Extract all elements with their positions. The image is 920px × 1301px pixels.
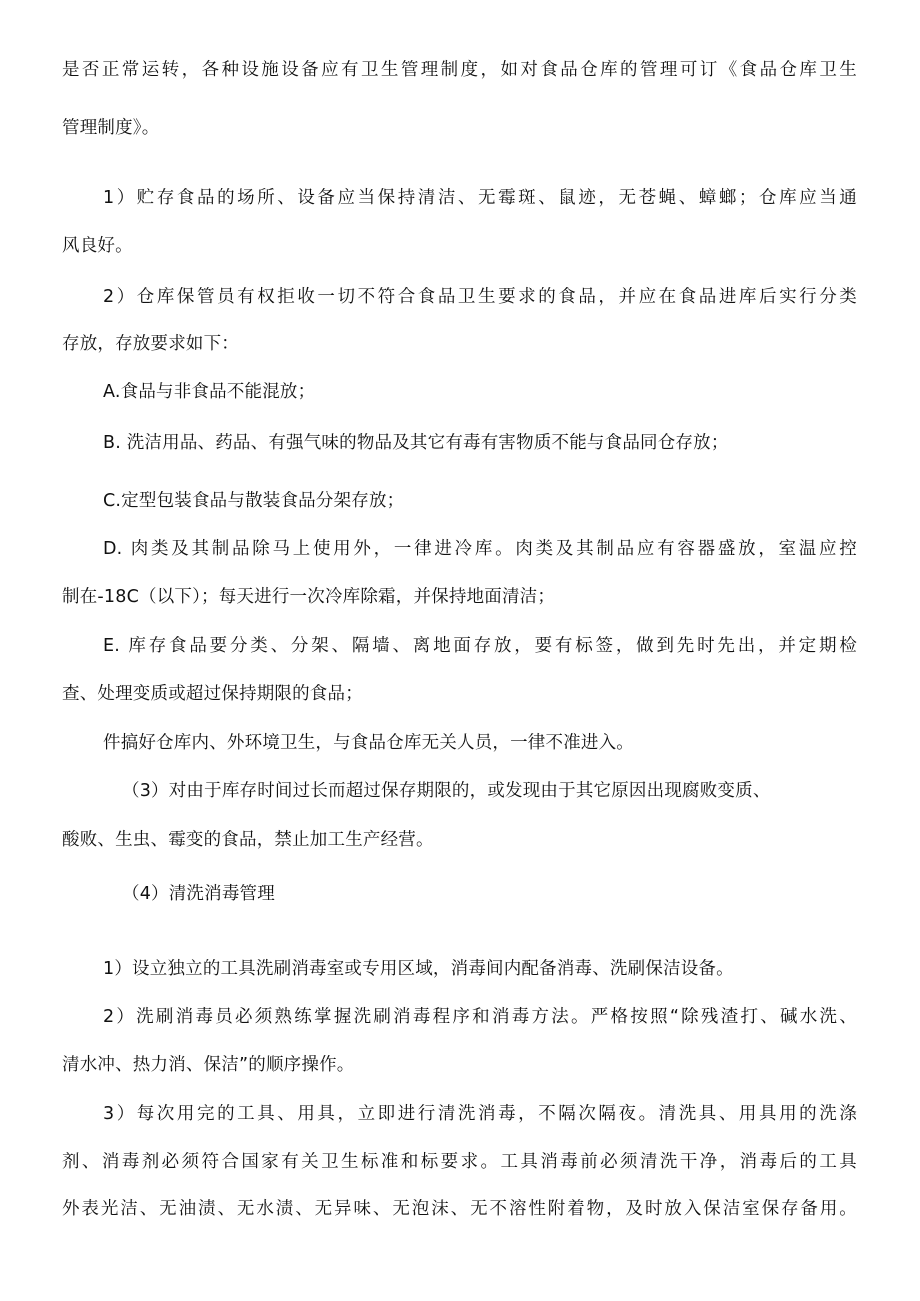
text-line-4: 风良好。: [62, 236, 133, 256]
text-line-22: 剂、消毒剂必须符合国家有关卫生标准和标要求。工具消毒前必须清洗干净，消毒后的工具: [62, 1152, 857, 1172]
text-line-14: 件搞好仓库内、外环境卫生，与食品仓库无关人员，一律不准进入。: [103, 733, 634, 753]
text-line-21: 3）每次用完的工具、用具，立即进行清洗消毒，不隔次隔夜。清洗具、用具用的洗涤: [103, 1104, 857, 1124]
text-line-11: 制在-18C（以下）；每天进行一次冷库除霜，并保持地面清洁；: [62, 587, 556, 607]
text-line-17: （4）清洗消毒管理: [122, 884, 275, 904]
text-line-5: 2）仓库保管员有权拒收一切不符合食品卫生要求的食品，并应在食品进库后实行分类: [103, 287, 857, 307]
text-line-16: 酸败、生虫、霉变的食品，禁止加工生产经营。: [62, 830, 434, 850]
text-line-19: 2）洗刷消毒员必须熟练掌握洗刷消毒程序和消毒方法。严格按照“除残渣打、碱水洗、: [103, 1007, 857, 1027]
text-line-13: 查、处理变质或超过保持期限的食品；: [62, 684, 363, 704]
text-line-10: D. 肉类及其制品除马上使用外，一律进冷库。肉类及其制品应有容器盛放，室温应控: [103, 539, 857, 559]
text-line-1: 是否正常运转，各种设施设备应有卫生管理制度，如对食品仓库的管理可订《食品仓库卫生: [62, 60, 857, 80]
text-line-20: 清水冲、热力消、保洁”的顺序操作。: [62, 1055, 355, 1075]
text-line-12: E. 库存食品要分类、分架、隔墙、离地面存放，要有标签，做到先时先出，并定期检: [103, 636, 857, 656]
text-line-18: 1）设立独立的工具洗刷消毒室或专用区域，消毒间内配备消毒、洗刷保洁设备。: [103, 959, 734, 979]
text-line-6: 存放，存放要求如下：: [62, 334, 239, 354]
text-line-3: 1）贮存食品的场所、设备应当保持清洁、无霉斑、鼠迹，无苍蝇、蟑螂；仓库应当通: [103, 188, 857, 208]
text-line-15: （3）对由于库存时间过长而超过保存期限的，或发现由于其它原因出现腐败变质、: [122, 781, 771, 801]
text-line-23: 外表光洁、无油渍、无水渍、无异味、无泡沫、无不溶性附着物，及时放入保洁室保存备用。: [62, 1199, 857, 1219]
text-line-8: B. 洗洁用品、药品、有强气味的物品及其它有毒有害物质不能与食品同仓存放；: [103, 433, 729, 453]
text-line-2: 管理制度》。: [62, 118, 160, 138]
text-line-9: C.定型包装食品与散装食品分架存放；: [103, 491, 405, 511]
text-line-7: A.食品与非食品不能混放；: [103, 382, 316, 402]
